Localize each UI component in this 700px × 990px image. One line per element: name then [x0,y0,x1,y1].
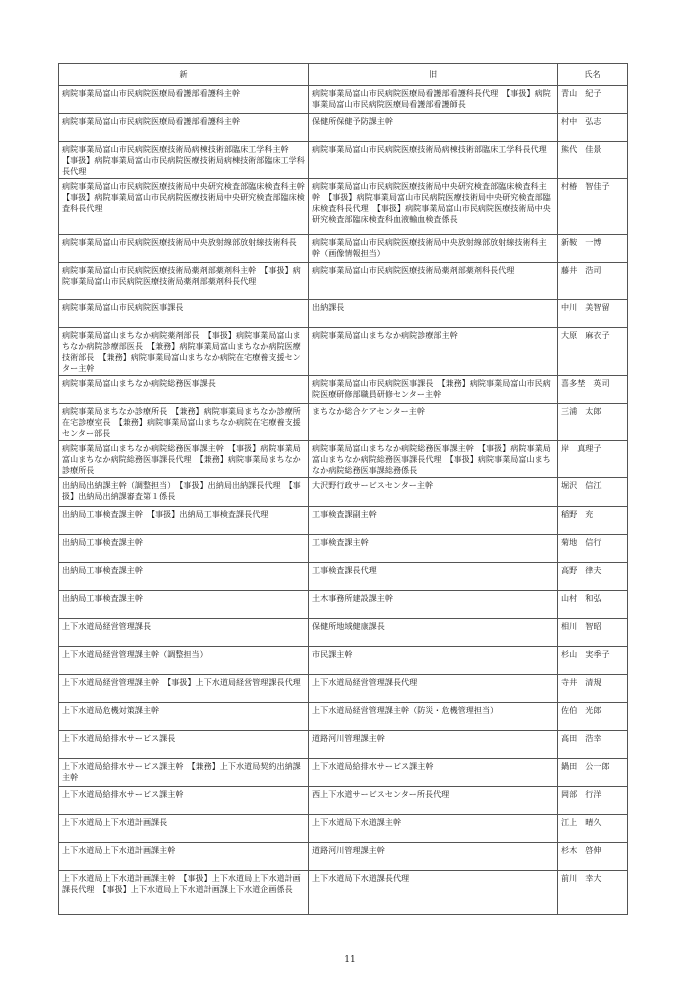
table-row [59,591,628,619]
cell-new: 上下水道局経営管理課主幹 【事扱】上下水道局経営管理課長代理 [59,675,309,703]
cell-name: 稲野 充 [558,507,628,535]
cell-name: 岸 真理子 [558,441,628,478]
table-row [59,871,628,915]
cell-new: 病院事業局富山まちなか病院総務医事課長 [59,376,309,404]
cell-new: 出納局工事検査課主幹 【事扱】出納局工事検査課長代理 [59,507,309,535]
cell-new: 出納局工事検査課主幹 [59,535,309,563]
cell-new: 出納局工事検査課主幹 [59,563,309,591]
cell-new: 病院事業局富山市民病院医事課長 [59,300,309,328]
cell-name: 村椿 智佳子 [558,179,628,235]
cell-old: 保健所保健予防課主幹 [309,114,558,142]
header-old: 旧 [309,64,558,86]
cell-old: まちなか総合ケアセンター主幹 [309,404,558,441]
cell-name: 高野 律夫 [558,563,628,591]
cell-new: 出納局工事検査課主幹 [59,591,309,619]
table-row [59,619,628,647]
cell-name: 新鞍 一博 [558,235,628,263]
table-row [59,441,628,478]
cell-old: 病院事業局富山まちなか病院総務医事課主幹 【事扱】病院事業局富山まちなか病院総務医事課長代理 【事扱】病院事業局富山まちなか病院総務医事課総務係長 [309,441,558,478]
cell-old: 土木事務所建設課主幹 [309,591,558,619]
cell-name: 江上 晴久 [558,815,628,843]
cell-name: 堀沢 信江 [558,478,628,507]
cell-new: 病院事業局まちなか診療所長 【兼務】病院事業局まちなか診療所在宅診療室長 【兼務】病院事業局富山まちなか病院在宅療養支援センター部長 [59,404,309,441]
cell-old: 上下水道局下水道課長代理 [309,871,558,915]
table-row [59,478,628,507]
cell-name: 村中 弘志 [558,114,628,142]
cell-name: 三浦 太郎 [558,404,628,441]
cell-new: 病院事業局富山まちなか病院薬剤部長 【事扱】病院事業局富山まちなか病院診療部医長 【兼務】病院事業局富山まちなか病院医療技術部長 【兼務】病院事業局富山まちなか病院在宅療養支援センター主幹 [59,328,309,376]
cell-new: 上下水道局上下水道計画課主幹 【事扱】上下水道局上下水道計画課長代理 【事扱】上下水道局上下水道計画課上下水道企画係長 [59,871,309,915]
page-number: 11 [344,955,356,965]
table-row [59,376,628,404]
table-row [59,815,628,843]
table-header-row [59,64,628,86]
personnel-table [58,63,628,915]
cell-old: 保健所地域健康課長 [309,619,558,647]
cell-name: 高田 浩幸 [558,731,628,759]
cell-old: 病院事業局富山まちなか病院診療部主幹 [309,328,558,376]
table-row [59,563,628,591]
cell-old: 病院事業局富山市民病院医事課長 【兼務】病院事業局富山市民病院医療研修部職員研修センター主幹 [309,376,558,404]
cell-old: 上下水道局経営管理課主幹（防災・危機管理担当） [309,703,558,731]
cell-name: 鍋田 公一郎 [558,759,628,787]
table-row [59,142,628,179]
cell-new: 上下水道局経営管理課長 [59,619,309,647]
cell-new: 上下水道局給排水サービス課長 [59,731,309,759]
header-new: 新 [59,64,309,86]
cell-old: 上下水道局経営管理課長代理 [309,675,558,703]
cell-new: 病院事業局富山市民病院医療局看護部看護科主幹 [59,114,309,142]
cell-old: 西上下水道サービスセンター所長代理 [309,787,558,815]
table-row [59,675,628,703]
cell-old: 病院事業局富山市民病院医療技術局薬剤部薬剤科長代理 [309,263,558,300]
table-row [59,263,628,300]
cell-new: 病院事業局富山まちなか病院総務医事課主幹 【事扱】病院事業局富山まちなか病院総務医事課長代理 【兼務】病院事業局まちなか診療所長 [59,441,309,478]
cell-old: 病院事業局富山市民病院医療局看護部看護科長代理 【事扱】病院事業局富山市民病院医療局看護部看護師長 [309,86,558,114]
cell-name: 菊地 信行 [558,535,628,563]
cell-name: 岡部 行洋 [558,787,628,815]
cell-name: 中川 美智留 [558,300,628,328]
cell-old: 工事検査課主幹 [309,535,558,563]
cell-new: 上下水道局危機対策課主幹 [59,703,309,731]
header-name: 氏名 [558,64,628,86]
cell-name: 前川 幸大 [558,871,628,915]
cell-name: 青山 紀子 [558,86,628,114]
cell-old: 出納課長 [309,300,558,328]
cell-old: 病院事業局富山市民病院医療技術局中央研究検査部臨床検査科主幹 【事扱】病院事業局富山市民病院医療技術局中央研究検査部臨床検査科長代理 【事扱】病院事業局富山市民病院医療技術局中央研究検査部臨床検査科血液輸血検査係長 [309,179,558,235]
table-row [59,647,628,675]
cell-old: 上下水道局給排水サービス課主幹 [309,759,558,787]
cell-name: 杉山 実季子 [558,647,628,675]
cell-old: 道路河川管理課主幹 [309,731,558,759]
cell-name: 熊代 佳景 [558,142,628,179]
cell-old: 大沢野行政サービスセンター主幹 [309,478,558,507]
cell-new: 上下水道局上下水道計画課長 [59,815,309,843]
table-row [59,404,628,441]
table-row [59,300,628,328]
cell-new: 上下水道局給排水サービス課主幹 【兼務】上下水道局契約出納課主幹 [59,759,309,787]
table-row [59,843,628,871]
table-row [59,507,628,535]
table-row [59,731,628,759]
table-row [59,114,628,142]
cell-new: 上下水道局上下水道計画課主幹 [59,843,309,871]
table-row [59,235,628,263]
table-row [59,328,628,376]
cell-name: 佐伯 光郎 [558,703,628,731]
cell-name: 大原 麻衣子 [558,328,628,376]
cell-name: 喜多埜 英司 [558,376,628,404]
table-row [59,787,628,815]
cell-name: 相川 智昭 [558,619,628,647]
cell-old: 病院事業局富山市民病院医療技術局病棟技術部臨床工学科長代理 [309,142,558,179]
cell-new: 上下水道局給排水サービス課主幹 [59,787,309,815]
cell-new: 病院事業局富山市民病院医療技術局中央放射線部放射線技術科長 [59,235,309,263]
table-row [59,179,628,235]
cell-new: 出納局出納課主幹（調整担当） 【事扱】出納局出納課長代理 【事扱】出納局出納課審査第１係長 [59,478,309,507]
cell-new: 上下水道局経営管理課主幹（調整担当） [59,647,309,675]
cell-old: 上下水道局下水道課主幹 [309,815,558,843]
cell-name: 山村 和弘 [558,591,628,619]
cell-new: 病院事業局富山市民病院医療技術局病棟技術部臨床工学科主幹 【事扱】病院事業局富山市民病院医療技術局病棟技術部臨床工学科長代理 [59,142,309,179]
cell-old: 市民課主幹 [309,647,558,675]
cell-name: 藤井 浩司 [558,263,628,300]
table-row [59,703,628,731]
cell-old: 病院事業局富山市民病院医療技術局中央放射線部放射線技術科主幹（画像情報担当） [309,235,558,263]
cell-old: 工事検査課副主幹 [309,507,558,535]
table-row [59,535,628,563]
cell-new: 病院事業局富山市民病院医療技術局薬剤部薬剤科主幹 【事扱】病院事業局富山市民病院医療技術局薬剤部薬剤科長代理 [59,263,309,300]
table-row [59,759,628,787]
cell-old: 工事検査課長代理 [309,563,558,591]
table-row [59,86,628,114]
cell-old: 道路河川管理課主幹 [309,843,558,871]
cell-new: 病院事業局富山市民病院医療技術局中央研究検査部臨床検査科主幹 【事扱】病院事業局富山市民病院医療技術局中央研究検査部臨床検査科長代理 [59,179,309,235]
cell-name: 杉木 啓伸 [558,843,628,871]
cell-name: 寺井 清規 [558,675,628,703]
cell-new: 病院事業局富山市民病院医療局看護部看護科主幹 [59,86,309,114]
